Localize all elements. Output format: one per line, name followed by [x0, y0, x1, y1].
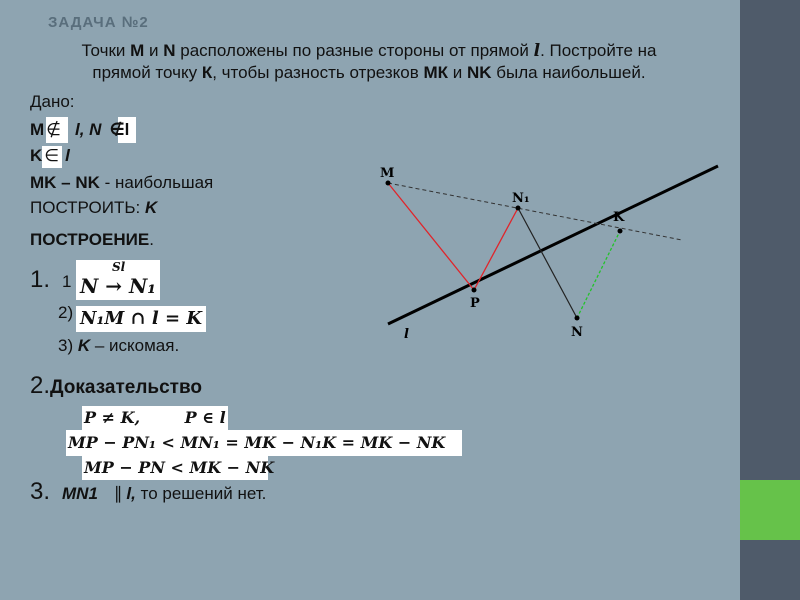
given-build: ПОСТРОИТЬ: K	[30, 198, 158, 217]
label-p: P	[470, 296, 480, 311]
construction-step-1: 1. 1	[30, 266, 72, 293]
construction-step-3: 3) K – искомая.	[58, 336, 180, 355]
slide-title: ЗАДАЧА №2	[48, 14, 149, 31]
segment-p-n1	[474, 208, 518, 290]
formula-box: MP − PN < MK − NK	[82, 456, 268, 480]
conclusion: 3. MN1 ∥ l, то решений нет.	[30, 478, 267, 505]
point-n	[575, 316, 580, 321]
problem-line-1: Точки M и N расположены по разные стороны от прямой l. Постройте на	[81, 41, 657, 61]
formula-box: N₁M ∩ l = K	[76, 306, 206, 332]
segment-m-p	[388, 183, 474, 290]
label-m: M	[380, 166, 395, 181]
formula-box: P ≠ K, P ∈ l	[82, 406, 228, 430]
segment-n1-n	[518, 208, 577, 318]
line-m-k	[388, 183, 682, 240]
label-n: N	[571, 325, 583, 340]
given-m-n: M ∉ l, N ∉l	[30, 120, 130, 139]
given-max: MK – NK - наибольшая	[30, 173, 214, 192]
label-n1: N₁	[512, 191, 530, 206]
construction-label: ПОСТРОЕНИЕ.	[30, 230, 154, 249]
construction-step-2-num: 2)	[58, 303, 74, 322]
proof-heading: 2.Доказательство	[30, 372, 202, 399]
point-m	[386, 181, 391, 186]
formula-box: MP − PN₁ < MN₁ = MK − N₁K = MK − NK	[66, 430, 462, 456]
point-n1	[516, 206, 521, 211]
point-k	[618, 229, 623, 234]
label-l: l	[404, 327, 409, 342]
point-p	[472, 288, 477, 293]
given-label: Дано:	[30, 92, 75, 111]
formula-box: Sl N → N₁	[76, 260, 160, 300]
accent-tab	[740, 480, 800, 540]
label-k: K	[613, 210, 625, 225]
segment-n-k	[577, 231, 620, 318]
problem-line-2: прямой точку К, чтобы разность отрезков МК и NK была наибольшей.	[92, 63, 646, 82]
given-k: K ∈ l	[30, 146, 70, 165]
